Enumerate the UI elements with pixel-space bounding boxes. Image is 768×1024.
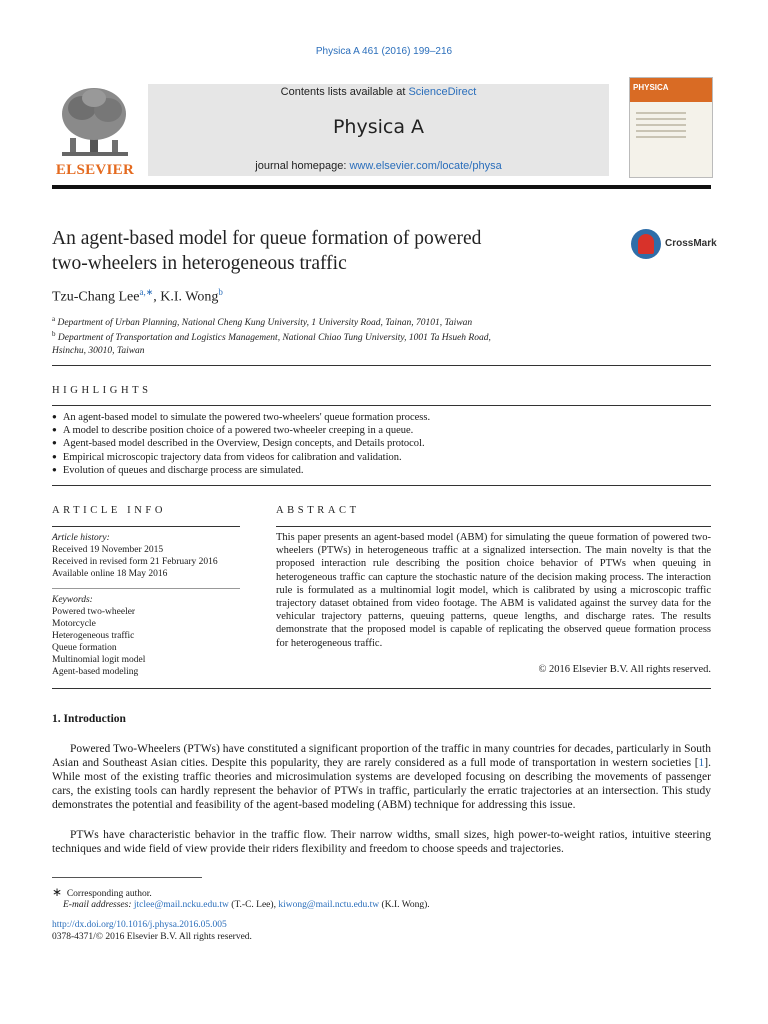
- affiliation-b-line-1: Department of Transportation and Logistics Management, National Chiao Tung University, 1001 Ta Hsueh Road,: [57, 333, 491, 344]
- article-title: [52, 226, 612, 276]
- reference-link[interactable]: 1: [698, 757, 705, 769]
- intro-p1-before-ref: Powered Two-Wheelers (PTWs) have constituted a significant proportion of the traffic in many countries for decades, particularly in South Asian and Southeast Asian cities. Despite this popularity, they are rarely considered as a full mode of transportation in western societies [: [52, 743, 711, 769]
- highlights-rule-bottom: [52, 485, 711, 486]
- author-2-affiliation-mark[interactable]: b: [218, 287, 223, 297]
- highlight-item: ● An agent-based model to simulate the powered two-wheelers' queue formation process.: [52, 411, 712, 424]
- footnote-emails: [63, 899, 430, 911]
- crossmark-badge[interactable]: [631, 229, 717, 259]
- abstract-rule-bottom: [52, 688, 711, 689]
- keyword-item: Powered two-wheeler: [52, 607, 136, 617]
- keyword-item: Agent-based modeling: [52, 667, 139, 677]
- publisher-logo-text: ELSEVIER: [55, 162, 135, 178]
- affiliation-a-mark: a: [52, 315, 56, 323]
- highlight-item: ● Agent-based model described in the Overview, Design concepts, and Details protocol.: [52, 437, 712, 450]
- email-2-owner: (K.I. Wong).: [379, 900, 430, 910]
- header-rule: [52, 185, 711, 189]
- homepage-link[interactable]: www.elsevier.com/locate/physa: [349, 160, 502, 172]
- keyword-item: Multinomial logit model: [52, 655, 146, 665]
- email-link-1[interactable]: jtclee@mail.ncku.edu.tw: [133, 900, 229, 910]
- abstract-text: This paper presents an agent-based model (ABM) for simulating the queue formation of powered two-wheelers (PTWs) in heterogeneous traffic at a signalized intersection. The main novelty is that the proposed interaction rule describing the position choice behavior of PTWs when queuing in heterogeneous traffic can capture the stochastic nature of the decision making process. The interaction rule is formulated as a multinomial logit model, which is calibrated by using a microscopic traffic trajectory dataset obtained from video footage. The ABM is validated against the survey data for the vehicular trajectory patterns, queuing patterns, queue lengths, and discharge rates. The results demonstrate that the proposed model is capable of replicating the observed queue formation process for heterogeneous traffic.: [276, 532, 711, 649]
- introduction-heading: 1. Introduction: [52, 713, 126, 725]
- history-entry: Received 19 November 2015: [52, 545, 164, 555]
- abstract-heading: ABSTRACT: [276, 505, 360, 516]
- journal-banner: [148, 84, 609, 176]
- footnote-star: ∗: [52, 885, 63, 899]
- history-entry: Available online 18 May 2016: [52, 569, 168, 579]
- abstract-copyright: © 2016 Elsevier B.V. All rights reserved.: [538, 664, 711, 675]
- highlights-list: [52, 411, 712, 477]
- affiliation-a-text: Department of Urban Planning, National Cheng Kung University, 1 University Road, Tainan, 70101, Taiwan: [57, 318, 473, 329]
- title-line-2: two-wheelers in heterogeneous traffic: [52, 253, 347, 274]
- highlight-item: ● A model to describe position choice of a powered two-wheeler creeping in a queue.: [52, 424, 712, 437]
- doi-link-text[interactable]: http://dx.doi.org/10.1016/j.physa.2016.05.005: [52, 920, 227, 930]
- affiliation-rule: [52, 365, 711, 366]
- sciencedirect-link[interactable]: ScienceDirect: [408, 86, 477, 98]
- contents-line: [148, 86, 609, 98]
- keyword-item: Motorcycle: [52, 619, 96, 629]
- highlight-item: ● Empirical microscopic trajectory data from videos for calibration and validation.: [52, 451, 712, 464]
- highlights-rule-top: [52, 405, 711, 406]
- doi-link[interactable]: [52, 919, 227, 931]
- author-2: K.I. Wong: [160, 289, 219, 305]
- history-entry: Received in revised form 21 February 2016: [52, 557, 218, 567]
- title-line-1: An agent-based model for queue formation of powered: [52, 228, 482, 249]
- article-info-rule: [52, 526, 240, 527]
- keywords-label: Keywords:: [52, 595, 93, 605]
- issn-line: 0378-4371/© 2016 Elsevier B.V. All rights reserved.: [52, 932, 252, 942]
- journal-cover: [629, 77, 713, 178]
- journal-name: Physica A: [332, 116, 425, 138]
- keywords-rule: [52, 588, 240, 589]
- article-history-label: Article history:: [52, 533, 110, 543]
- keywords: [52, 594, 242, 678]
- footnote-corresponding-text: Corresponding author.: [66, 889, 152, 899]
- email-link-2[interactable]: kiwong@mail.nctu.edu.tw: [278, 900, 380, 910]
- homepage-prefix: journal homepage:: [255, 160, 350, 172]
- crossmark-label: CrossMark: [665, 238, 717, 249]
- highlights-heading: HIGHLIGHTS: [52, 385, 152, 396]
- affiliation-b-line-2: Hsinchu, 30010, Taiwan: [52, 346, 145, 357]
- journal-citation[interactable]: Physica A 461 (2016) 199–216: [315, 46, 453, 57]
- crossmark-icon: [631, 229, 661, 259]
- abstract-rule: [276, 526, 711, 527]
- elsevier-logo: [52, 84, 138, 178]
- author-separator: ,: [153, 289, 161, 305]
- contents-prefix: Contents lists available at: [280, 86, 409, 98]
- affiliation-b-mark: b: [52, 330, 56, 338]
- author-list: [52, 287, 223, 306]
- author-1-affiliation-mark[interactable]: a,∗: [139, 287, 154, 297]
- cover-label: PHYSICA: [633, 83, 669, 92]
- footnote-corresponding: [52, 886, 152, 900]
- intro-p1-after-ref: ]. While most of the existing traffic theories and microsimulation systems are developed focusing on describing the movements of passenger cars, the existing tools can hardly represent the behavior of PTWs in traffic, particularly the erratic trajectories at an intersection. This study demonstrates the potential and feasibility of the agent-based modeling (ABM) technique for addressing this issue.: [52, 757, 711, 811]
- tree-icon: [52, 84, 138, 162]
- intro-paragraph-2: PTWs have characteristic behavior in the traffic flow. Their narrow widths, small sizes, high power-to-weight ratios, intuitive steering techniques and wide field of view provide their riders flexibility and freedom to choose speeds and trajectories.: [52, 829, 711, 855]
- keyword-item: Heterogeneous traffic: [52, 631, 135, 641]
- email-1-owner: (T.-C. Lee),: [228, 900, 279, 910]
- email-label: E-mail addresses:: [63, 900, 134, 910]
- article-info-heading: ARTICLE INFO: [52, 505, 167, 516]
- cover-text-lines: [636, 112, 686, 142]
- intro-paragraph-1: [52, 742, 711, 812]
- footnote-rule: [52, 877, 202, 878]
- homepage-line: [148, 160, 609, 172]
- keyword-item: Queue formation: [52, 643, 117, 653]
- cover-band: [630, 78, 712, 102]
- affiliation-b: [52, 328, 491, 358]
- author-1: Tzu-Chang Lee: [52, 289, 140, 305]
- highlight-item: ● Evolution of queues and discharge process are simulated.: [52, 464, 712, 477]
- article-history: [52, 532, 242, 580]
